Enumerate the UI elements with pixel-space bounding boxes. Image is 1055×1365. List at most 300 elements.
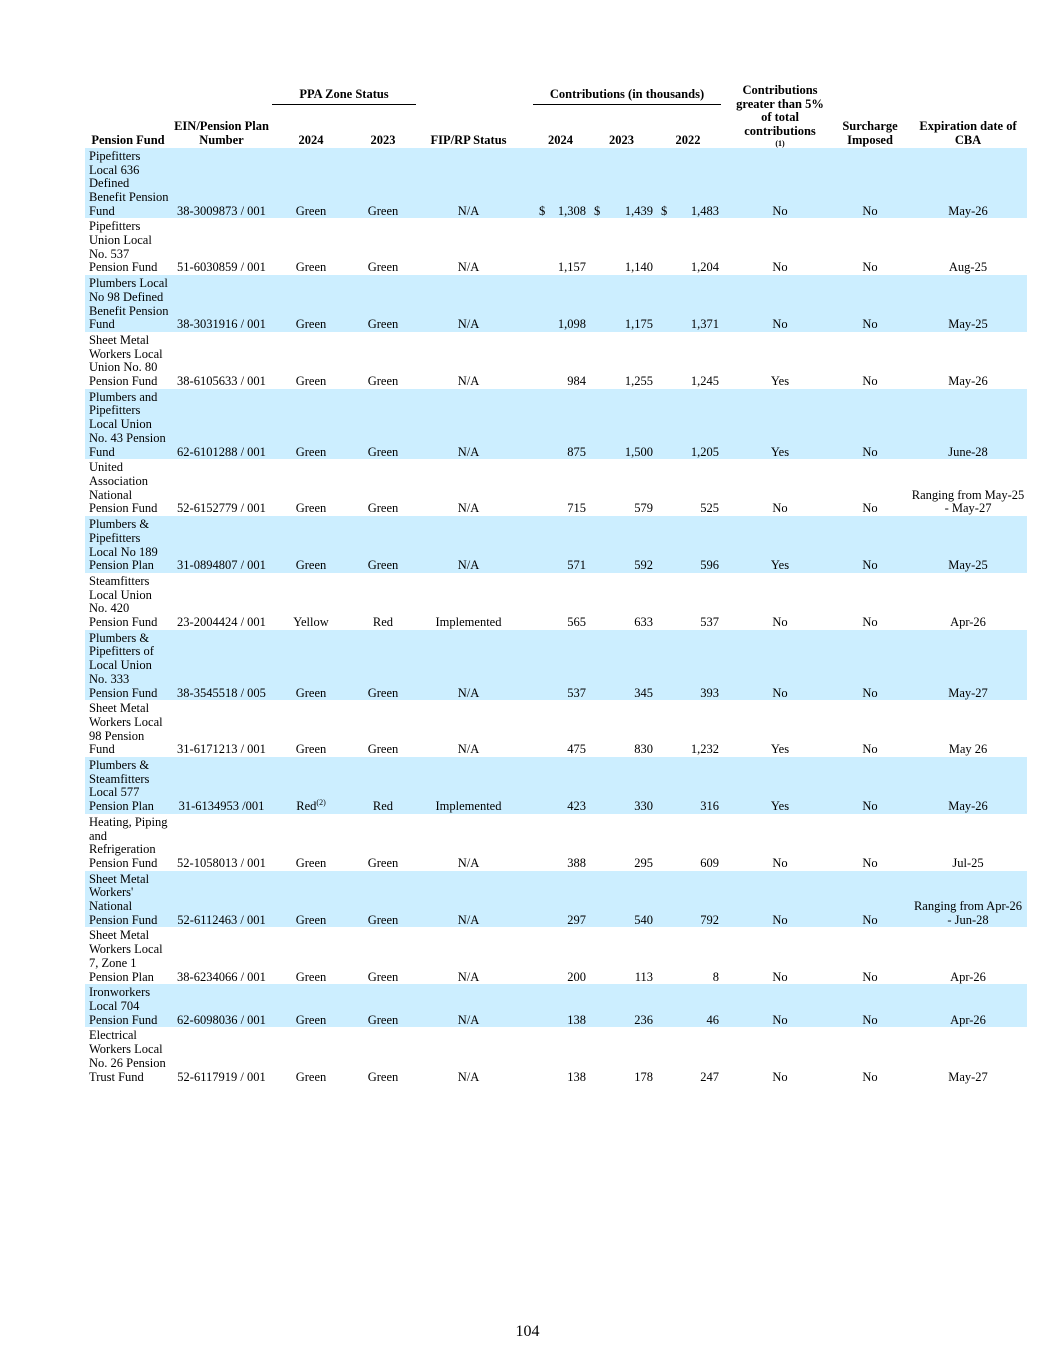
contribution-value: 1,483: [690, 203, 720, 218]
ein-plan-number: 31-6171213 / 001: [177, 742, 266, 757]
surcharge-imposed: No: [862, 374, 878, 389]
contributions-gt5: Yes: [729, 516, 831, 573]
contribution-value: 1,175: [624, 317, 653, 332]
ppa-zone-2023: Green: [367, 969, 399, 984]
contribution-2022-cell: [655, 757, 721, 814]
contribution-value: 330: [634, 799, 653, 814]
spacer-cell: [521, 757, 533, 814]
contribution-value: 1,439: [624, 203, 653, 218]
ppa-zone-2023: Green: [350, 871, 416, 928]
contributions-gt5: No: [729, 984, 831, 1027]
contribution-2022-cell: [655, 332, 721, 389]
contribution-2022-cell: [655, 389, 721, 460]
expiration-date: May-26: [948, 374, 988, 389]
contribution-value: 715: [567, 501, 586, 516]
fip-rp-status: Implemented: [416, 757, 521, 814]
spacer-cell: [521, 630, 533, 701]
ppa-zone-2024-cell: [272, 459, 350, 516]
ppa-zone-2024-cell: [272, 332, 350, 389]
ppa-zone-2023: Green: [367, 1069, 399, 1084]
pension-fund-name: Plumbers & Steamfitters Local 577 Pension Plan: [85, 757, 171, 814]
ppa-zone-2024-cell: [272, 148, 350, 219]
header-gap: [721, 105, 729, 148]
ein-plan-number: 31-6134953 /001: [171, 757, 272, 814]
ppa-zone-2024: Red: [296, 799, 317, 814]
ppa-zone-2023: Green: [367, 501, 399, 516]
contributions-gt5: Yes: [770, 374, 790, 389]
contribution-2023-cell: [588, 459, 655, 516]
spacer-cell: [721, 148, 729, 219]
table-row: [85, 757, 1027, 814]
spacer-cell: [721, 573, 729, 630]
ein-plan-number: 52-6117919 / 001: [177, 1069, 266, 1084]
ppa-zone-2024: Green: [295, 501, 327, 516]
pension-fund-name: Steamfitters Local Union No. 420 Pension Fund: [89, 573, 158, 630]
ppa-zone-2024-cell: [272, 218, 350, 275]
ein-plan-number: 62-6098036 / 001: [171, 984, 272, 1027]
contribution-value: 592: [634, 558, 653, 573]
surcharge-imposed: No: [831, 148, 909, 219]
ppa-zone-2023: Green: [367, 260, 399, 275]
footnote-marker: (2): [316, 798, 326, 807]
spacer-cell: [521, 984, 533, 1027]
contribution-value: 875: [567, 444, 586, 459]
fip-rp-status: N/A: [416, 389, 521, 460]
ein-plan-number: 38-3009873 / 001: [171, 148, 272, 219]
contributions-gt5: No: [729, 630, 831, 701]
ein-plan-number: 52-1058013 / 001: [177, 855, 266, 870]
header-contributions-gt5-label: Contributions greater than 5% of total contributions: [736, 83, 824, 139]
ppa-zone-2024-cell: [272, 275, 350, 332]
ppa-zone-2024: Green: [295, 912, 327, 927]
header-gap: [521, 105, 533, 148]
fip-rp-status: Implemented: [435, 615, 502, 630]
contribution-value: 1,140: [624, 260, 653, 275]
pension-fund-name: Electrical Workers Local No. 26 Pension Trust Fund: [89, 1028, 166, 1084]
contribution-2024-cell: [533, 630, 588, 701]
contribution-value: 1,232: [690, 742, 720, 757]
ppa-zone-2024-cell: [272, 630, 350, 701]
contribution-2024-cell: [533, 148, 588, 219]
contribution-2024-cell: [533, 516, 588, 573]
ppa-zone-2023: Green: [367, 374, 399, 389]
table-body: [85, 148, 1027, 1084]
contribution-value: 1,255: [624, 374, 653, 389]
spacer-cell: [721, 700, 729, 757]
contribution-2023-cell: [588, 927, 655, 984]
pension-fund-name: Sheet Metal Workers' National Pension Fund: [85, 871, 171, 928]
contribution-value: 525: [700, 501, 720, 516]
contribution-2023-cell: [588, 630, 655, 701]
contribution-value: 596: [700, 558, 720, 573]
spacer-cell: [521, 218, 533, 275]
contribution-2024-cell: [533, 459, 588, 516]
spacer-cell: [521, 871, 533, 928]
contribution-value: 633: [634, 615, 653, 630]
spacer-cell: [521, 275, 533, 332]
ppa-zone-2023: Green: [350, 389, 416, 460]
fip-rp-status: N/A: [457, 969, 480, 984]
ein-plan-number: 38-3031916 / 001: [171, 275, 272, 332]
table-row: [85, 573, 1027, 630]
contribution-2023-cell: [588, 814, 655, 871]
ppa-zone-2024-cell: [272, 389, 350, 460]
contribution-value: 297: [567, 912, 586, 927]
ein-plan-number: 62-6101288 / 001: [171, 389, 272, 460]
pension-fund-name: Plumbers Local No 98 Defined Benefit Pension Fund: [85, 275, 171, 332]
table-row: [85, 148, 1027, 219]
contribution-2022-cell: [655, 573, 721, 630]
expiration-date: May-26: [909, 757, 1027, 814]
contributions-gt5: Yes: [729, 757, 831, 814]
dollar-sign: $: [539, 203, 546, 218]
ppa-zone-2023: Green: [350, 275, 416, 332]
surcharge-imposed: No: [862, 260, 878, 275]
fip-rp-status: N/A: [457, 742, 480, 757]
pension-fund-name: Pipefitters Union Local No. 537 Pension Fund: [89, 219, 158, 275]
ppa-zone-2024: Green: [295, 558, 327, 573]
surcharge-imposed: No: [831, 389, 909, 460]
table-row: [85, 332, 1027, 389]
table-row: [85, 814, 1027, 871]
contributions-gt5: No: [772, 855, 788, 870]
contribution-value: 345: [634, 685, 653, 700]
fip-rp-status: N/A: [457, 1069, 480, 1084]
expiration-date: Ranging from Apr-26 - Jun-28: [909, 871, 1027, 928]
expiration-date: Apr-26: [950, 615, 986, 630]
spacer-cell: [521, 459, 533, 516]
fip-rp-status: N/A: [416, 984, 521, 1027]
ppa-zone-2024-cell: [272, 1027, 350, 1084]
surcharge-imposed: No: [831, 871, 909, 928]
ein-plan-number: 31-0894807 / 001: [171, 516, 272, 573]
contribution-value: 537: [567, 685, 586, 700]
ppa-zone-2023: Green: [367, 855, 399, 870]
footnote-marker: (1): [775, 138, 785, 148]
table-row: [85, 984, 1027, 1027]
spacer-cell: [721, 275, 729, 332]
spacer-cell: [721, 332, 729, 389]
contribution-value: 1,098: [557, 317, 586, 332]
fip-rp-status: N/A: [416, 275, 521, 332]
contribution-value: 475: [567, 742, 586, 757]
contribution-2022-cell: [655, 218, 721, 275]
ppa-zone-2024: Green: [295, 742, 327, 757]
contribution-value: 792: [700, 912, 720, 927]
contribution-2024-cell: [533, 218, 588, 275]
dollar-sign: $: [661, 203, 668, 218]
pension-fund-table: [85, 84, 1027, 1084]
contribution-value: 540: [634, 912, 653, 927]
ppa-zone-2024: Green: [295, 444, 327, 459]
ppa-zone-2024: Green: [295, 1069, 327, 1084]
ppa-zone-2023: Green: [350, 630, 416, 701]
spacer-cell: [721, 814, 729, 871]
contributions-gt5: No: [772, 969, 788, 984]
contribution-2024-cell: [533, 700, 588, 757]
header-gap: [721, 84, 729, 105]
table-row: [85, 630, 1027, 701]
ppa-zone-2023: Green: [367, 742, 399, 757]
contribution-2023-cell: [588, 516, 655, 573]
contribution-value: 1,500: [624, 444, 653, 459]
spacer-cell: [521, 332, 533, 389]
contribution-value: 247: [700, 1069, 720, 1084]
header-ppa-2023: 2023: [370, 133, 396, 148]
table-row: [85, 700, 1027, 757]
contribution-2022-cell: [655, 814, 721, 871]
contribution-value: 1,245: [690, 374, 720, 389]
ppa-zone-2024-cell: [272, 516, 350, 573]
expiration-date: May-25: [909, 516, 1027, 573]
contribution-value: 830: [634, 742, 653, 757]
contribution-value: 579: [634, 501, 653, 516]
surcharge-imposed: No: [862, 615, 878, 630]
ppa-zone-2023: Red: [372, 615, 394, 630]
contribution-2023-cell: [588, 757, 655, 814]
spacer-cell: [521, 1027, 533, 1084]
ppa-zone-2024: Green: [295, 855, 327, 870]
table-row: [85, 459, 1027, 516]
contribution-2023-cell: [588, 871, 655, 928]
header-fip-rp-status: FIP/RP Status: [430, 133, 507, 148]
contribution-2022-cell: [655, 148, 721, 219]
surcharge-imposed: No: [831, 275, 909, 332]
surcharge-imposed: No: [831, 757, 909, 814]
contribution-2022-cell: [655, 871, 721, 928]
ppa-zone-2024-cell: [272, 871, 350, 928]
surcharge-imposed: No: [831, 630, 909, 701]
contribution-2023-cell: [588, 1027, 655, 1084]
contribution-value: 1,204: [690, 260, 720, 275]
surcharge-imposed: No: [862, 969, 878, 984]
expiration-date: Ranging from May-25 - May-27: [911, 487, 1025, 516]
contribution-2023-cell: [588, 573, 655, 630]
contributions-gt5: No: [729, 871, 831, 928]
surcharge-imposed: No: [862, 742, 878, 757]
surcharge-imposed: No: [831, 984, 909, 1027]
expiration-date: Apr-26: [950, 969, 986, 984]
contributions-gt5: No: [772, 615, 788, 630]
surcharge-imposed: No: [862, 855, 878, 870]
contribution-value: 537: [700, 615, 720, 630]
ein-plan-number: 52-6112463 / 001: [171, 871, 272, 928]
contribution-2024-cell: [533, 332, 588, 389]
contribution-2023-cell: [588, 332, 655, 389]
contributions-gt5: No: [729, 275, 831, 332]
contribution-2024-cell: [533, 275, 588, 332]
fip-rp-status: N/A: [457, 855, 480, 870]
header-pension-fund: Pension Fund: [91, 133, 165, 148]
pension-fund-name: Sheet Metal Workers Local Union No. 80 Pension Fund: [89, 332, 163, 389]
contribution-2024-cell: [533, 1027, 588, 1084]
expiration-date: May-26: [909, 148, 1027, 219]
pension-fund-name: Plumbers and Pipefitters Local Union No. 43 Pension Fund: [85, 389, 171, 460]
contribution-2023-cell: [588, 218, 655, 275]
page-number: 104: [515, 1323, 540, 1340]
header-contrib-2024: 2024: [548, 133, 573, 148]
contribution-value: 565: [567, 615, 586, 630]
table-row: [85, 1027, 1027, 1084]
spacer-cell: [721, 757, 729, 814]
contribution-value: 46: [706, 1012, 720, 1027]
surcharge-imposed: No: [831, 516, 909, 573]
spacer-cell: [721, 871, 729, 928]
header-surcharge-imposed: Surcharge Imposed: [842, 119, 898, 148]
contribution-2023-cell: [588, 148, 655, 219]
expiration-date: Aug-25: [948, 260, 988, 275]
contribution-2023-cell: [588, 700, 655, 757]
contribution-2023-cell: [588, 389, 655, 460]
spacer-cell: [721, 459, 729, 516]
ppa-zone-2023: Red: [350, 757, 416, 814]
spacer-cell: [521, 700, 533, 757]
table-row: [85, 871, 1027, 928]
spacer-cell: [721, 630, 729, 701]
pension-fund-name: Plumbers & Pipefitters Local No 189 Pension Plan: [85, 516, 171, 573]
ein-plan-number: 38-3545518 / 005: [171, 630, 272, 701]
contribution-value: 316: [700, 799, 720, 814]
ppa-zone-2024-cell: [272, 757, 350, 814]
header-contrib-2023: 2023: [609, 133, 634, 148]
contribution-2022-cell: [655, 516, 721, 573]
contribution-2024-cell: [533, 927, 588, 984]
contribution-value: 393: [700, 685, 720, 700]
ein-plan-number: 38-6105633 / 001: [177, 374, 266, 389]
ppa-zone-2024: Green: [295, 317, 327, 332]
ppa-zone-2024: Green: [295, 260, 327, 275]
contribution-value: 8: [712, 969, 720, 984]
contribution-value: 423: [567, 799, 586, 814]
fip-rp-status: N/A: [457, 374, 480, 389]
pension-fund-name: United Association National Pension Fund: [89, 460, 158, 516]
header-contributions-gt5: [729, 84, 831, 148]
header-contrib-2022: 2022: [675, 133, 701, 148]
spacer-cell: [721, 927, 729, 984]
contribution-2022-cell: [655, 984, 721, 1027]
header-ein: EIN/Pension Plan Number: [174, 119, 269, 148]
ppa-zone-2024: Green: [295, 1012, 327, 1027]
ppa-zone-2024-cell: [272, 984, 350, 1027]
header-ppa-group: PPA Zone Status: [272, 84, 416, 105]
contribution-2022-cell: [655, 275, 721, 332]
fip-rp-status: N/A: [416, 148, 521, 219]
spacer-cell: [521, 516, 533, 573]
contribution-2022-cell: [655, 630, 721, 701]
expiration-date: May-25: [909, 275, 1027, 332]
spacer-cell: [521, 927, 533, 984]
contribution-2024-cell: [533, 984, 588, 1027]
fip-rp-status: N/A: [416, 871, 521, 928]
expiration-date: May-27: [909, 630, 1027, 701]
contribution-value: 1,157: [557, 260, 586, 275]
ppa-zone-2024-cell: [272, 573, 350, 630]
pension-fund-name: Ironworkers Local 704 Pension Fund: [85, 984, 171, 1027]
expiration-date: May-27: [948, 1069, 988, 1084]
expiration-date: Apr-26: [909, 984, 1027, 1027]
ppa-zone-2023: Green: [350, 516, 416, 573]
contribution-value: 178: [634, 1069, 653, 1084]
contribution-value: 138: [567, 1069, 586, 1084]
header-gap: [521, 84, 533, 105]
contribution-value: 1,371: [690, 317, 720, 332]
ppa-zone-2024-cell: [272, 700, 350, 757]
contributions-gt5: No: [772, 501, 788, 516]
contribution-2022-cell: [655, 1027, 721, 1084]
ppa-zone-2024: Yellow: [293, 615, 329, 630]
contribution-2024-cell: [533, 871, 588, 928]
ppa-zone-2024: Green: [295, 685, 327, 700]
surcharge-imposed: No: [862, 1069, 878, 1084]
contribution-2024-cell: [533, 389, 588, 460]
contribution-value: 571: [567, 558, 586, 573]
expiration-date: May 26: [948, 742, 988, 757]
fip-rp-status: N/A: [457, 501, 480, 516]
ppa-zone-2024-cell: [272, 814, 350, 871]
contribution-value: 236: [634, 1012, 653, 1027]
contribution-value: 388: [567, 855, 586, 870]
ppa-zone-2024: Green: [295, 203, 327, 218]
contribution-value: 984: [567, 374, 586, 389]
table-row: [85, 516, 1027, 573]
contribution-2022-cell: [655, 459, 721, 516]
ein-plan-number: 23-2004424 / 001: [177, 615, 266, 630]
spacer-cell: [721, 516, 729, 573]
contribution-2022-cell: [655, 927, 721, 984]
contribution-2022-cell: [655, 700, 721, 757]
contribution-value: 1,205: [690, 444, 720, 459]
contribution-value: 200: [567, 969, 586, 984]
table-row: [85, 218, 1027, 275]
expiration-date: Jul-25: [952, 855, 984, 870]
spacer-cell: [721, 1027, 729, 1084]
contributions-gt5: No: [772, 260, 788, 275]
contribution-value: 138: [567, 1012, 586, 1027]
dollar-sign: $: [594, 203, 601, 218]
surcharge-imposed: No: [862, 501, 878, 516]
fip-rp-status: N/A: [457, 260, 480, 275]
contribution-value: 609: [700, 855, 720, 870]
header-ppa-2024: 2024: [298, 133, 324, 148]
ein-plan-number: 51-6030859 / 001: [177, 260, 266, 275]
spacer-cell: [521, 389, 533, 460]
contribution-value: 1,308: [557, 203, 586, 218]
ein-plan-number: 52-6152779 / 001: [177, 501, 266, 516]
contribution-2024-cell: [533, 757, 588, 814]
spacer-cell: [721, 389, 729, 460]
ppa-zone-2023: Green: [350, 984, 416, 1027]
contribution-value: 113: [634, 969, 653, 984]
ppa-zone-2024: Green: [295, 374, 327, 389]
spacer-cell: [521, 148, 533, 219]
pension-fund-name: Sheet Metal Workers Local 7, Zone 1 Pension Plan: [89, 928, 163, 984]
contribution-2023-cell: [588, 275, 655, 332]
contribution-2023-cell: [588, 984, 655, 1027]
contributions-gt5: Yes: [770, 742, 790, 757]
ppa-zone-2024: Green: [295, 969, 327, 984]
spacer-cell: [721, 984, 729, 1027]
pension-fund-name: Plumbers & Pipefitters of Local Union No. 333 Pension Fund: [85, 630, 171, 701]
spacer-cell: [521, 573, 533, 630]
spacer-cell: [521, 814, 533, 871]
pension-fund-name: Heating, Piping and Refrigeration Pension Fund: [89, 814, 168, 870]
contribution-value: 295: [634, 855, 653, 870]
ppa-zone-2023: Green: [350, 148, 416, 219]
pension-fund-name: Sheet Metal Workers Local 98 Pension Fund: [89, 701, 163, 757]
contribution-2024-cell: [533, 573, 588, 630]
header-contributions-group: Contributions (in thousands): [533, 84, 721, 105]
table-row: [85, 389, 1027, 460]
